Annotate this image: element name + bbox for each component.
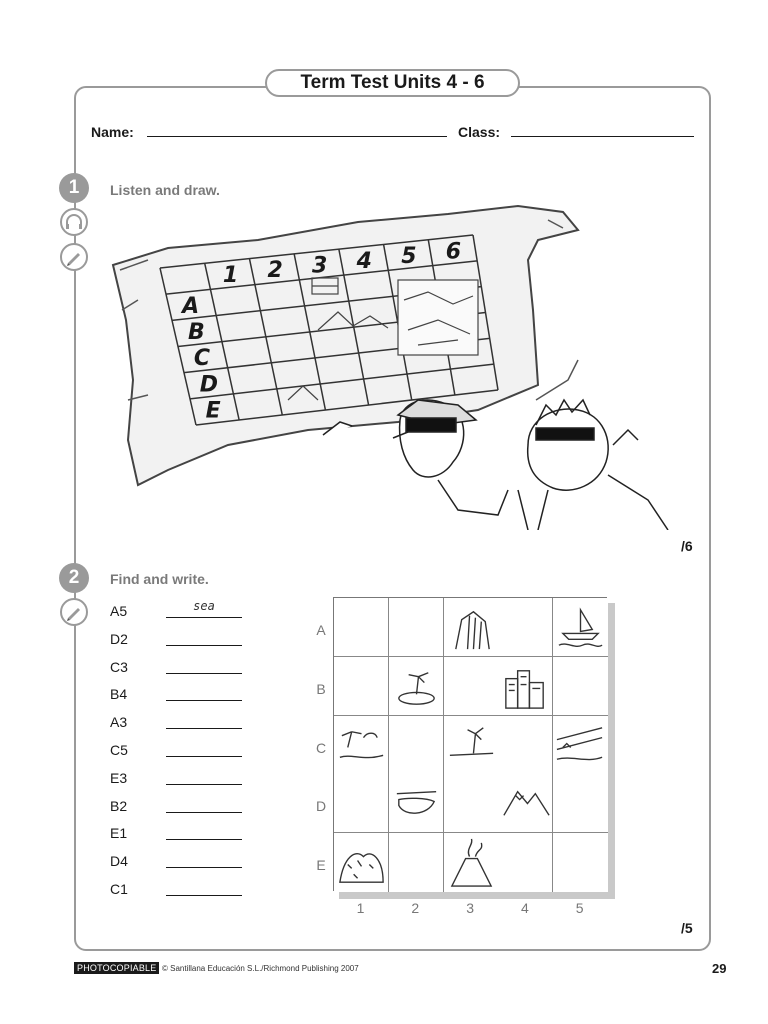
answer-field[interactable] [166,766,242,785]
exercise-2-instruction: Find and write. [110,571,209,587]
exercise-2-number: 2 [59,563,89,593]
exercise-1-score: /6 [681,538,693,554]
empty-cell [553,833,608,892]
answer-field[interactable] [166,821,242,840]
grid-row-label: B [316,680,326,697]
grid-reference: C3 [110,658,128,675]
answer-field[interactable]: sea [166,599,242,618]
grid-reference: C5 [110,742,128,758]
grid-reference: E3 [110,769,128,786]
grid-row-label: E [316,857,326,874]
answer-field[interactable] [166,738,242,757]
empty-cell [553,774,608,833]
map-row-label: D [199,372,219,398]
picture-grid [333,597,607,891]
page-number: 29 [712,961,727,976]
headphones-icon [60,208,88,236]
name-label: Name: [91,124,134,140]
exercise-1-instruction: Listen and draw. [110,182,220,198]
forest-picture [334,833,389,892]
waterfall-picture [444,598,499,657]
mountain-picture [498,774,553,833]
grid-col-label: 2 [411,900,420,916]
map-col-label: 1 [222,262,239,288]
grid-col-label: 1 [356,900,365,916]
answer-field[interactable] [166,794,242,813]
empty-cell [334,657,389,716]
treasure-map-illustration [108,200,680,530]
class-field[interactable] [511,122,694,137]
coast-picture [553,716,608,775]
grid-col-label: 4 [520,900,529,916]
copyright-text: © Santillana Educación S.L./Richmond Publishing 2007 [162,964,359,973]
answer-item [110,599,250,623]
empty-cell [334,774,389,833]
pencil-icon [60,598,88,626]
grid-reference: C1 [110,881,128,897]
beach-picture [334,716,389,775]
exercise-1-number: 1 [59,173,89,203]
map-col-label: 4 [356,248,372,274]
map-col-label: 5 [401,244,417,270]
empty-cell [389,716,444,775]
answer-field[interactable] [166,682,242,701]
class-label: Class: [458,124,501,140]
test-title: Term Test Units 4 - 6 [265,69,520,97]
answer-field[interactable] [166,710,242,729]
empty-cell [389,598,444,657]
map-col-label: 6 [445,239,462,265]
island-picture [389,657,444,716]
boat-picture [553,598,608,657]
grid-col-label: 3 [466,900,474,916]
answer-item [110,714,250,734]
grid-reference: B2 [110,797,128,814]
grid-reference: B4 [110,686,128,703]
empty-cell [389,833,444,892]
grid-reference: E1 [110,825,128,842]
volcano-picture [444,833,499,892]
name-field[interactable] [147,122,447,137]
map-row-label: E [205,398,221,424]
grid-reference: D4 [110,853,128,870]
photocopiable-tag: PHOTOCOPIABLE [74,962,159,974]
grid-row-label: C [315,739,327,756]
answer-field[interactable] [166,877,242,896]
map-row-label: B [188,320,205,345]
empty-cell [444,774,499,833]
empty-cell [334,598,389,657]
answer-item [110,686,250,706]
map-col-label: 2 [267,258,283,284]
exercise-2-score: /5 [681,920,693,936]
answer-field[interactable] [166,627,242,646]
answer-field[interactable] [166,655,242,674]
grid-row-label: A [316,622,326,638]
answer-item [110,659,250,679]
lake-picture [389,774,444,833]
city-picture [498,657,553,716]
answer-item [110,853,250,873]
empty-cell [498,716,553,775]
empty-cell [498,598,553,657]
pencil-icon [60,243,88,271]
grid-row-label: D [315,798,327,815]
empty-cell [498,833,553,892]
map-col-label: 3 [312,253,328,279]
grid-reference: D2 [110,630,128,647]
map-row-label: C [193,346,211,372]
grid-reference: A3 [110,714,128,731]
answer-item [110,631,250,651]
grid-col-label: 5 [575,900,584,916]
answer-item [110,798,250,818]
answer-item [110,770,250,790]
map-row-label: A [182,293,200,319]
palm-picture [444,716,499,775]
empty-cell [553,657,608,716]
answer-field[interactable] [166,849,242,868]
answer-item [110,742,250,762]
empty-cell [444,657,499,716]
grid-reference: A5 [110,603,128,619]
answer-item [110,825,250,845]
answer-item [110,881,250,901]
